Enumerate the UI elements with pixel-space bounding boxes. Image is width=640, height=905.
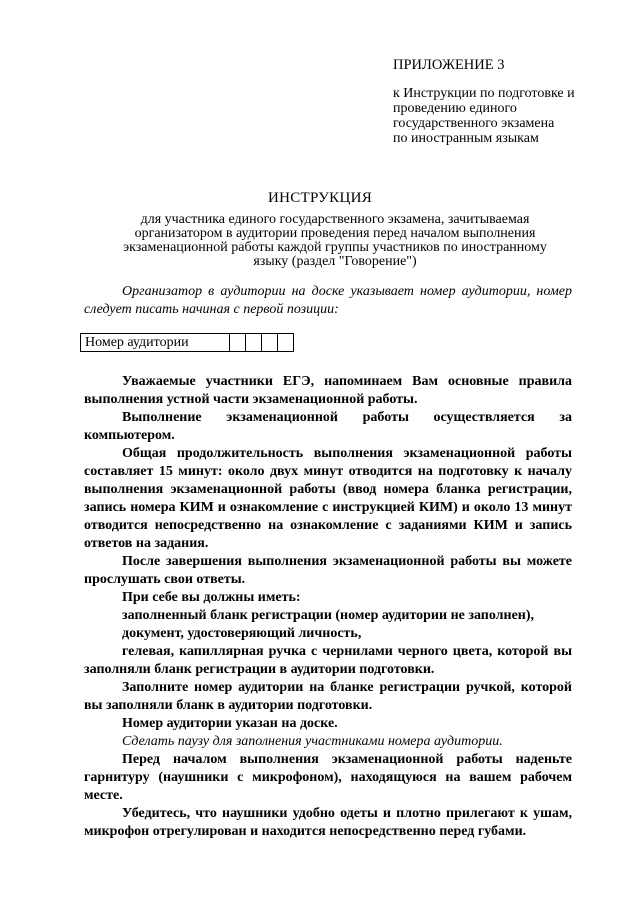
paragraph: Выполнение экзаменационной работы осуществляется за компьютером. <box>84 410 572 443</box>
list-item: гелевая, капиллярная ручка с чернилами черного цвета, которой вы заполняли бланк регистрации в аудитории подготовки. <box>84 644 572 677</box>
room-number-label: Номер аудитории <box>81 334 230 352</box>
subtitle-line: для участника единого государственного экзамена, зачитываемая <box>140 212 530 227</box>
paragraph: После завершения выполнения экзаменационной работы вы можете прослушать свои ответы. <box>84 554 572 587</box>
subtitle-line: экзаменационной работы каждой группы участников по иностранному <box>123 240 547 255</box>
appendix-header <box>393 58 623 146</box>
appendix-line: по иностранным языкам <box>393 131 539 146</box>
instruction-body <box>84 373 572 841</box>
subtitle-line: языку (раздел "Говорение") <box>253 254 417 269</box>
document-subtitle <box>95 213 575 269</box>
appendix-line: проведению единого <box>393 101 517 116</box>
appendix-line: к Инструкции по подготовке и <box>393 86 575 101</box>
organizer-pause-note: Сделать паузу для заполнения участниками номера аудитории. <box>122 734 503 749</box>
list-item: документ, удостоверяющий личность, <box>122 626 362 641</box>
room-number-cell <box>230 334 246 352</box>
paragraph: Номер аудитории указан на доске. <box>122 716 338 731</box>
room-number-cell <box>262 334 278 352</box>
appendix-title: ПРИЛОЖЕНИЕ 3 <box>393 57 505 73</box>
paragraph: Перед началом выполнения экзаменационной работы наденьте гарнитуру (наушники с микрофоном), находящуюся на вашем рабочем месте. <box>84 752 572 803</box>
subtitle-line: организатором в аудитории проведения перед началом выполнения <box>134 226 536 241</box>
paragraph: Убедитесь, что наушники удобно одеты и плотно прилегают к ушам, микрофон отрегулирован и находится непосредственно перед губами. <box>84 806 572 839</box>
organizer-note: Организатор в аудитории на доске указывает номер аудитории, номер следует писать начиная с первой позиции: <box>84 284 572 317</box>
paragraph: Заполните номер аудитории на бланке регистрации ручкой, которой вы заполняли бланк в аудитории подготовки. <box>84 680 572 713</box>
room-number-table <box>80 333 294 352</box>
room-number-cell <box>278 334 294 352</box>
room-number-cell <box>246 334 262 352</box>
paragraph: Уважаемые участники ЕГЭ, напоминаем Вам основные правила выполнения устной части экзаменационной работы. <box>84 374 572 407</box>
document-title: ИНСТРУКЦИЯ <box>267 190 373 206</box>
paragraph: При себе вы должны иметь: <box>122 590 301 605</box>
appendix-line: государственного экзамена <box>393 116 555 131</box>
list-item: заполненный бланк регистрации (номер аудитории не заполнен), <box>122 608 535 623</box>
paragraph: Общая продолжительность выполнения экзаменационной работы составляет 15 минут: около двух минут отводится на подготовку к началу выполнения экзаменационной работы (ввод номера бланка регистрации, запись номера КИМ и ознакомление с инструкцией КИМ) и около 13 минут отводится непосредственно на ознакомление с заданиями КИМ и запись ответов на задания. <box>84 446 572 551</box>
